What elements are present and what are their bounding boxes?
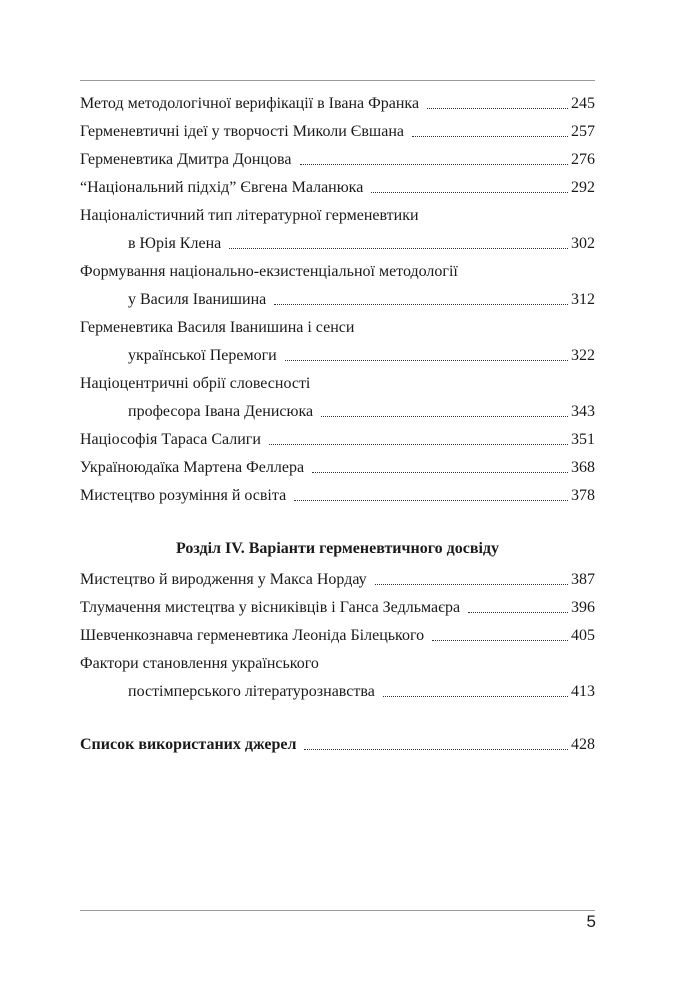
toc-entry-title: Фактори становлення українського	[80, 655, 319, 672]
toc-entry-title-continued: у Василя Іванишина	[128, 291, 267, 308]
toc-entry-title-continued: постімперського літературознавства	[128, 683, 375, 700]
toc-entry-page: 396	[571, 599, 595, 616]
bottom-rule	[80, 910, 595, 911]
page-number: 5	[586, 912, 596, 931]
toc-entry-bibliography[interactable]	[80, 735, 595, 755]
toc-entry[interactable]	[80, 598, 595, 618]
leader-dots	[427, 107, 568, 109]
section-title: Розділ IV. Варіанти герменевтичного досвіду	[176, 540, 499, 557]
toc-entry[interactable]	[80, 626, 595, 646]
toc-entry[interactable]	[80, 374, 595, 422]
toc-entry-title-continued: в Юрія Клена	[128, 235, 222, 252]
toc-entry[interactable]	[80, 206, 595, 254]
toc-entry-page: 378	[571, 487, 595, 504]
toc-entry-title: Мистецтво й виродження у Макса Нордау	[80, 571, 367, 588]
leader-dots	[285, 359, 568, 361]
leader-dots	[468, 611, 568, 613]
toc-entry-title: Герменевтичні ідеї у творчості Миколи Євшана	[80, 123, 404, 140]
toc-entry-title: Метод методологічної верифікації в Івана Франка	[80, 95, 420, 112]
leader-dots	[321, 415, 568, 417]
leader-dots	[432, 639, 568, 641]
toc-entry-page: 312	[571, 291, 595, 308]
leader-dots	[375, 583, 568, 585]
leader-dots	[312, 471, 568, 473]
toc-entry-page: 257	[571, 123, 595, 140]
toc-entry-title: Список використаних джерел	[80, 736, 297, 753]
leader-dots	[383, 695, 568, 697]
leader-dots	[294, 499, 568, 501]
leader-dots	[300, 163, 569, 165]
leader-dots	[229, 247, 568, 249]
toc-entry-title-continued: української Перемоги	[128, 347, 277, 364]
toc-entry-page: 405	[571, 627, 595, 644]
toc-entry[interactable]	[80, 458, 595, 478]
toc-entry-title: Націоцентричні обрії словесності	[80, 375, 311, 392]
toc-entry-page: 351	[571, 431, 595, 448]
toc-entry-title: Герменевтика Дмитра Донцова	[80, 151, 292, 168]
toc-entry-page: 245	[571, 95, 595, 112]
leader-dots	[304, 748, 568, 750]
toc-entry[interactable]	[80, 122, 595, 142]
toc-entry-page: 368	[571, 459, 595, 476]
toc-entry-title: Герменевтика Василя Іванишина і сенси	[80, 319, 355, 336]
top-rule	[80, 80, 595, 81]
toc-entry-page: 276	[571, 151, 595, 168]
toc-entry-title: “Національний підхід” Євгена Маланюка	[80, 179, 364, 196]
toc-entry-page: 322	[571, 347, 595, 364]
toc-entry-page: 428	[571, 736, 595, 753]
toc-entry[interactable]	[80, 318, 595, 366]
toc-entry-title: Націоналістичний тип літературної герменевтики	[80, 207, 419, 224]
toc-entry[interactable]	[80, 150, 595, 170]
toc-entry-title: Україноюдаїка Мартена Феллера	[80, 459, 305, 476]
toc-entry[interactable]	[80, 262, 595, 310]
toc-entry-title: Шевченкознавча герменевтика Леоніда Білецького	[80, 627, 425, 644]
toc-entry-page: 343	[571, 403, 595, 420]
toc-entry-title: Тлумачення мистецтва у вісникiвців і Ганса Зедльмаєра	[80, 599, 461, 616]
leader-dots	[274, 303, 568, 305]
leader-dots	[412, 135, 568, 137]
toc-entry[interactable]	[80, 430, 595, 450]
leader-dots	[269, 443, 568, 445]
toc-entry-title: Формування національно-екзистенціальної методології	[80, 263, 458, 280]
leader-dots	[371, 191, 568, 193]
toc-entry-page: 413	[571, 683, 595, 700]
toc-entry[interactable]	[80, 486, 595, 506]
toc-entry-title-continued: професора Івана Денисюка	[128, 403, 314, 420]
toc-entry[interactable]	[80, 94, 595, 114]
toc-entry-page: 387	[571, 571, 595, 588]
toc-entry-page: 302	[571, 235, 595, 252]
toc-entry[interactable]	[80, 570, 595, 590]
toc-entry-title: Мистецтво розуміння й освіта	[80, 487, 287, 504]
toc-entry[interactable]	[80, 654, 595, 702]
toc-entry-page: 292	[571, 179, 595, 196]
toc-entry[interactable]	[80, 178, 595, 198]
toc-entry-title: Націософія Тараса Салиги	[80, 431, 261, 448]
